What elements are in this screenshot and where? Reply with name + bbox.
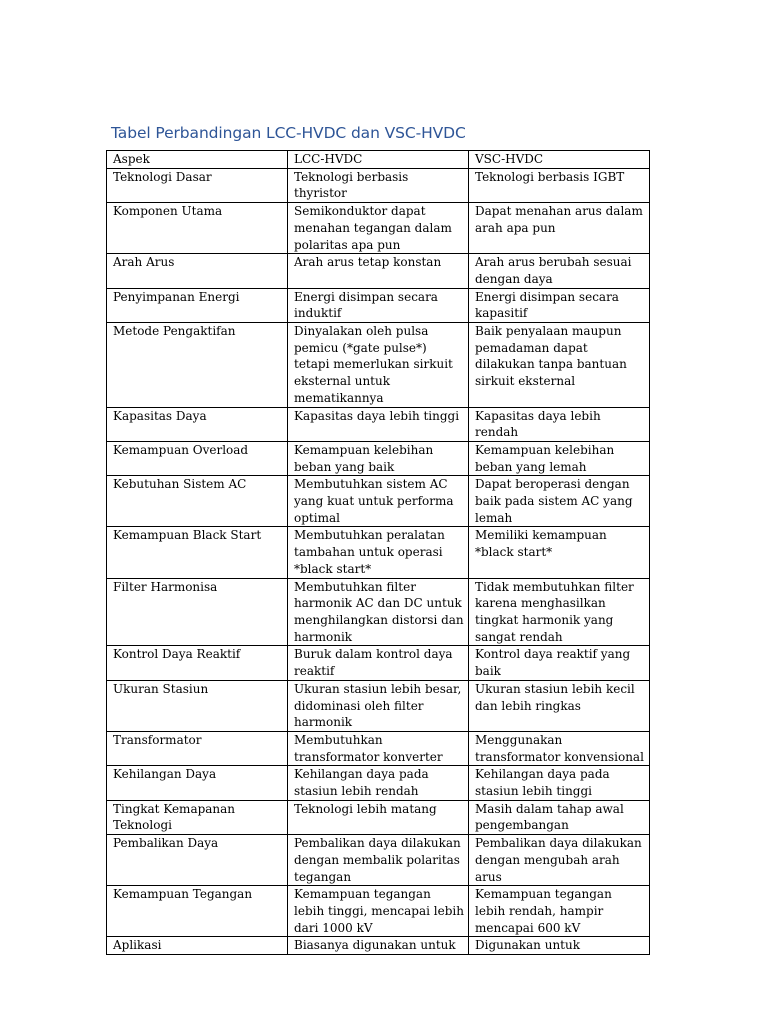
table-row xyxy=(107,254,650,288)
header-cell: Aspek xyxy=(107,151,288,169)
aspect-cell: Metode Pengaktifan xyxy=(107,323,288,408)
vsc-cell: Masih dalam tahap awal pengembangan xyxy=(469,800,650,834)
aspect-cell: Filter Harmonisa xyxy=(107,578,288,646)
aspect-cell: Arah Arus xyxy=(107,254,288,288)
vsc-cell: Teknologi berbasis IGBT xyxy=(469,168,650,202)
table-row xyxy=(107,680,650,731)
aspect-cell: Kemampuan Overload xyxy=(107,441,288,475)
vsc-cell: Kapasitas daya lebih rendah xyxy=(469,407,650,441)
lcc-cell: Kemampuan tegangan lebih tinggi, mencapai lebih dari 1000 kV xyxy=(288,886,469,937)
lcc-cell: Dinyalakan oleh pulsa pemicu (*gate pulse*) tetapi memerlukan sirkuit eksternal untuk mematikannya xyxy=(288,323,469,408)
lcc-cell: Kapasitas daya lebih tinggi xyxy=(288,407,469,441)
table-row xyxy=(107,766,650,800)
aspect-cell: Ukuran Stasiun xyxy=(107,680,288,731)
vsc-cell: Dapat beroperasi dengan baik pada sistem AC yang lemah xyxy=(469,476,650,527)
vsc-cell: Pembalikan daya dilakukan dengan mengubah arah arus xyxy=(469,835,650,886)
lcc-cell: Biasanya digunakan untuk xyxy=(288,937,469,955)
vsc-cell: Arah arus berubah sesuai dengan daya xyxy=(469,254,650,288)
lcc-cell: Teknologi lebih matang xyxy=(288,800,469,834)
lcc-cell: Buruk dalam kontrol daya reaktif xyxy=(288,646,469,680)
lcc-cell: Semikonduktor dapat menahan tegangan dalam polaritas apa pun xyxy=(288,203,469,254)
vsc-cell: Kehilangan daya pada stasiun lebih tinggi xyxy=(469,766,650,800)
lcc-cell: Membutuhkan sistem AC yang kuat untuk performa optimal xyxy=(288,476,469,527)
aspect-cell: Kehilangan Daya xyxy=(107,766,288,800)
vsc-cell: Baik penyalaan maupun pemadaman dapat dilakukan tanpa bantuan sirkuit eksternal xyxy=(469,323,650,408)
lcc-cell: Ukuran stasiun lebih besar, didominasi oleh filter harmonik xyxy=(288,680,469,731)
aspect-cell: Kontrol Daya Reaktif xyxy=(107,646,288,680)
table-row xyxy=(107,835,650,886)
lcc-cell: Membutuhkan peralatan tambahan untuk operasi *black start* xyxy=(288,527,469,578)
lcc-cell: Teknologi berbasis thyristor xyxy=(288,168,469,202)
table-row xyxy=(107,731,650,765)
vsc-cell: Kontrol daya reaktif yang baik xyxy=(469,646,650,680)
table-body xyxy=(107,151,650,955)
aspect-cell: Komponen Utama xyxy=(107,203,288,254)
table-row xyxy=(107,527,650,578)
vsc-cell: Digunakan untuk xyxy=(469,937,650,955)
header-cell: VSC-HVDC xyxy=(469,151,650,169)
table-row xyxy=(107,168,650,202)
vsc-cell: Ukuran stasiun lebih kecil dan lebih ringkas xyxy=(469,680,650,731)
lcc-cell: Kehilangan daya pada stasiun lebih rendah xyxy=(288,766,469,800)
aspect-cell: Transformator xyxy=(107,731,288,765)
table-row xyxy=(107,578,650,646)
table-title: Tabel Perbandingan LCC-HVDC dan VSC-HVDC xyxy=(111,124,466,142)
aspect-cell: Kapasitas Daya xyxy=(107,407,288,441)
lcc-cell: Pembalikan daya dilakukan dengan membalik polaritas tegangan xyxy=(288,835,469,886)
table-row xyxy=(107,800,650,834)
table-row xyxy=(107,323,650,408)
table-row xyxy=(107,407,650,441)
aspect-cell: Kemampuan Black Start xyxy=(107,527,288,578)
aspect-cell: Penyimpanan Energi xyxy=(107,288,288,322)
vsc-cell: Menggunakan transformator konvensional xyxy=(469,731,650,765)
table-row xyxy=(107,288,650,322)
aspect-cell: Pembalikan Daya xyxy=(107,835,288,886)
vsc-cell: Memiliki kemampuan *black start* xyxy=(469,527,650,578)
table-header-row xyxy=(107,151,650,169)
table-row xyxy=(107,646,650,680)
table-row xyxy=(107,476,650,527)
vsc-cell: Kemampuan tegangan lebih rendah, hampir mencapai 600 kV xyxy=(469,886,650,937)
table-row xyxy=(107,203,650,254)
lcc-cell: Arah arus tetap konstan xyxy=(288,254,469,288)
vsc-cell: Kemampuan kelebihan beban yang lemah xyxy=(469,441,650,475)
aspect-cell: Kemampuan Tegangan xyxy=(107,886,288,937)
lcc-cell: Membutuhkan filter harmonik AC dan DC untuk menghilangkan distorsi dan harmonik xyxy=(288,578,469,646)
aspect-cell: Kebutuhan Sistem AC xyxy=(107,476,288,527)
aspect-cell: Tingkat Kemapanan Teknologi xyxy=(107,800,288,834)
table-row xyxy=(107,441,650,475)
vsc-cell: Tidak membutuhkan filter karena menghasilkan tingkat harmonik yang sangat rendah xyxy=(469,578,650,646)
header-cell: LCC-HVDC xyxy=(288,151,469,169)
vsc-cell: Dapat menahan arus dalam arah apa pun xyxy=(469,203,650,254)
vsc-cell: Energi disimpan secara kapasitif xyxy=(469,288,650,322)
lcc-cell: Kemampuan kelebihan beban yang baik xyxy=(288,441,469,475)
lcc-cell: Membutuhkan transformator konverter xyxy=(288,731,469,765)
aspect-cell: Teknologi Dasar xyxy=(107,168,288,202)
aspect-cell: Aplikasi xyxy=(107,937,288,955)
table-row xyxy=(107,886,650,937)
comparison-table xyxy=(106,150,650,955)
lcc-cell: Energi disimpan secara induktif xyxy=(288,288,469,322)
table-row xyxy=(107,937,650,955)
